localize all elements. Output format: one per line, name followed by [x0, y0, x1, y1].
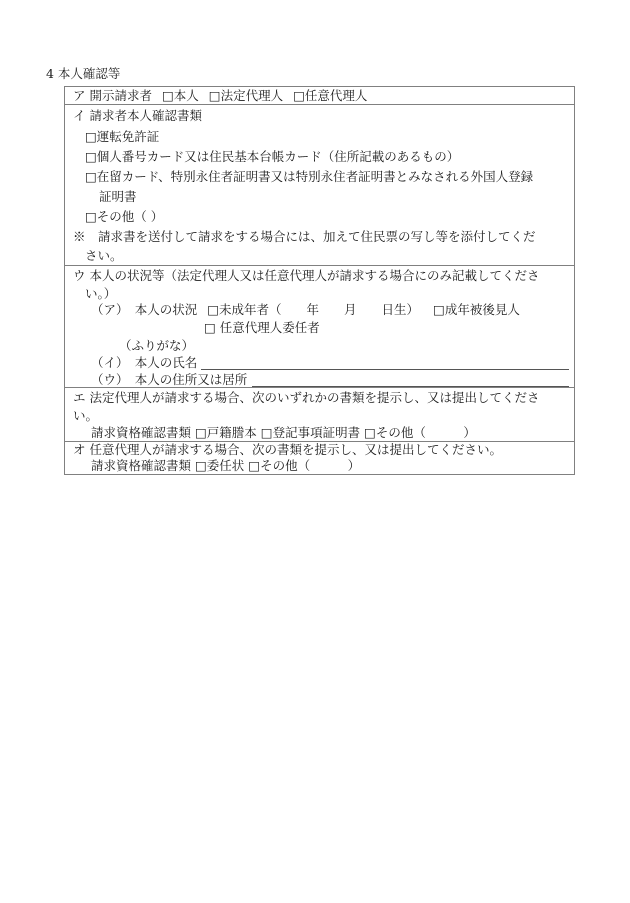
divider [65, 265, 574, 266]
checkbox-my-number-card[interactable]: □個人番号カード又は住民基本台帳カード（住所記載のあるもの） [85, 149, 460, 164]
checkbox-other-id[interactable]: □その他（ ） [85, 209, 164, 224]
voluntary-rep-docs-label: オ 任意代理人が請求する場合、次の書類を提示し、又は提出してください。 [73, 442, 502, 457]
checkbox-adult-ward[interactable]: □成年被後見人 [433, 302, 520, 317]
principal-status-label-line1: ウ 本人の状況等（法定代理人又は任意代理人が請求する場合にのみ記載してくださ [73, 268, 540, 283]
checkbox-drivers-license[interactable]: □運転免許証 [85, 129, 160, 144]
checkbox-minor[interactable]: □未成年者（ 年 月 日生） [207, 302, 420, 317]
checkbox-voluntary-rep[interactable]: □任意代理人 [293, 88, 368, 103]
furigana-label: （ふりがな） [119, 338, 195, 353]
principal-name-input[interactable] [201, 369, 569, 370]
checkbox-self[interactable]: □本人 [161, 88, 199, 103]
requester-row [73, 87, 367, 105]
legal-rep-docs-label-line2: い。 [73, 408, 99, 423]
voluntary-rep-docs-options[interactable]: 請求資格確認書類 □委任状 □その他（ ） [91, 458, 361, 473]
legal-rep-docs-label-line1: エ 法定代理人が請求する場合、次のいずれかの書類を提示し、又は提出してくださ [73, 390, 540, 405]
principal-status-label-line2: い。） [85, 286, 117, 301]
mail-note-line1: ※ 請求書を送付して請求をする場合には、加えて住民票の写し等を添付してくだ [73, 229, 536, 244]
principal-status-label: （ア） 本人の状況 [91, 302, 198, 317]
principal-address-label: （ウ） 本人の住所又は居所 [91, 372, 248, 387]
principal-status-row [91, 301, 520, 319]
section-heading: 4 本人確認等 [46, 66, 121, 81]
checkbox-legal-rep[interactable]: □法定代理人 [208, 88, 284, 103]
divider [65, 387, 574, 388]
mail-note-line2: さい。 [85, 248, 123, 263]
checkbox-residence-card[interactable]: □在留カード、特別永住者証明書又は特別永住者証明書とみなされる外国人登録 [85, 169, 534, 184]
residence-card-continued: 証明書 [99, 189, 137, 204]
requester-label: ア 開示請求者 [73, 88, 152, 103]
id-docs-label: イ 請求者本人確認書類 [73, 108, 202, 123]
legal-rep-docs-options[interactable]: 請求資格確認書類 □戸籍謄本 □登記事項証明書 □その他（ ） [91, 425, 476, 440]
checkbox-voluntary-principal[interactable]: □ 任意代理人委任者 [204, 320, 320, 335]
identity-verification-table [64, 86, 575, 475]
divider [65, 104, 574, 105]
principal-name-label: （イ） 本人の氏名 [91, 355, 198, 370]
